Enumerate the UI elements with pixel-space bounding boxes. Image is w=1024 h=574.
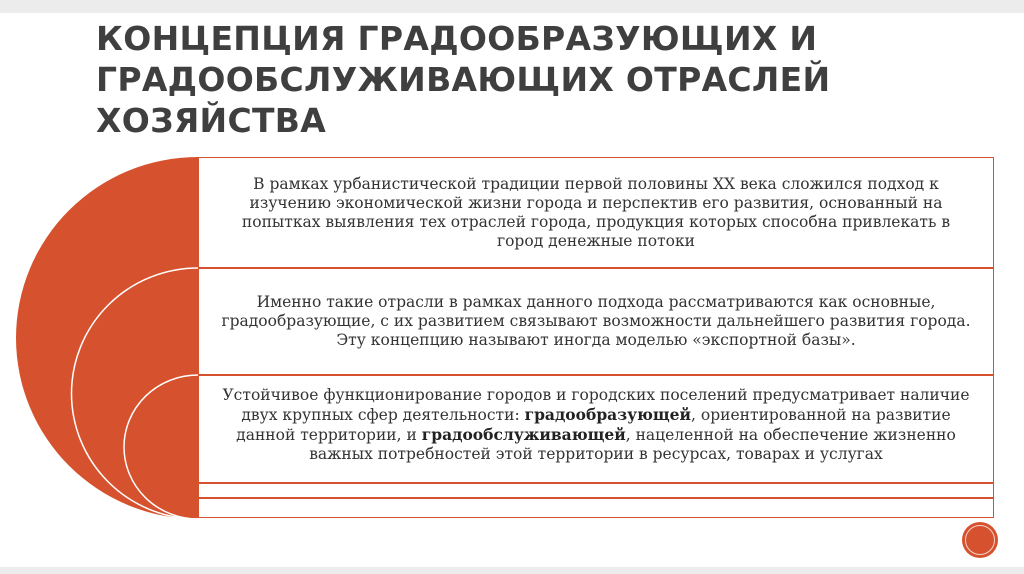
text-block-1-text: В рамках урбанистической традиции первой половины XX века сложился подход к изучению экономической жизни города и перспектив его развития, основанный на попытках выявления тех отраслей города, продукция которых способна привлекать в город денежные потоки <box>241 174 951 250</box>
circle-button-icon[interactable] <box>962 522 998 558</box>
text-block-3-bold-1: градообразующей <box>524 405 692 424</box>
empty-block-2 <box>198 498 994 518</box>
text-block-3-text <box>199 386 993 464</box>
empty-block-1 <box>198 483 994 498</box>
bottom-bar <box>0 567 1024 574</box>
text-block-3-bold-2: градообслуживающей <box>421 425 626 444</box>
text-block-3-part-1: Устойчивое функционирование городов и городских поселений предусматривает наличие двух крупных сфер деятельности: <box>222 386 970 424</box>
outer-arc <box>16 157 198 519</box>
text-block-3 <box>198 375 994 483</box>
slide-title-line-3: ХОЗЯЙСТВА <box>96 101 327 140</box>
slide-title-line-2: ГРАДООБСЛУЖИВАЮЩИХ ОТРАСЛЕЙ <box>96 60 831 99</box>
text-block-1 <box>198 157 994 268</box>
text-block-3-part-3: , нацеленной на обеспечение жизненно важных потребностей этой территории в ресурсах, товарах и услугах <box>309 426 956 463</box>
text-block-2-text: Именно такие отрасли в рамках данного подхода рассматриваются как основные, градообразующие, с их развитием связывают возможности дальнейшего развития города. Эту концепцию называют иногда моделью «экспортной базы». <box>221 293 971 349</box>
circle-button-ring <box>965 525 995 555</box>
slide-title-line-1: КОНЦЕПЦИЯ ГРАДООБРАЗУЮЩИХ И <box>96 19 818 58</box>
text-block-3-part-2: , ориентированной на развитие данной территории, и <box>236 406 951 444</box>
text-block-2 <box>198 268 994 375</box>
